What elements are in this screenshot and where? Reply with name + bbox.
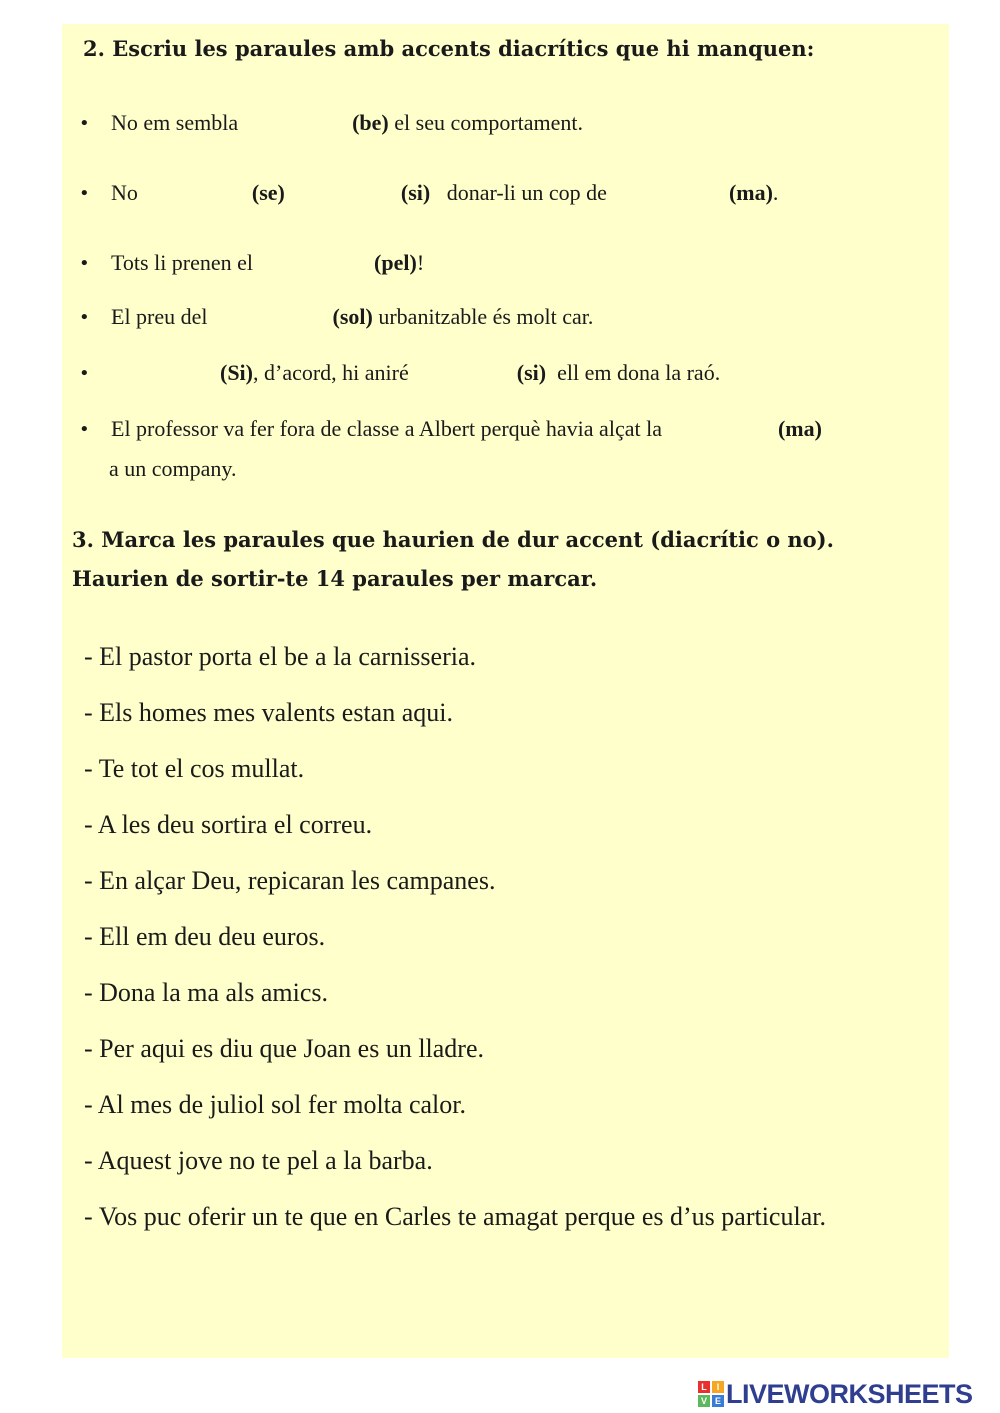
- answer-input-sol[interactable]: [208, 306, 333, 332]
- logo-letter: V: [698, 1395, 710, 1407]
- answer-input-be[interactable]: [238, 112, 352, 138]
- sentence[interactable]: - Per aqui es diu que Joan es un lladre.: [84, 1034, 485, 1063]
- exercise-2-item-2: [111, 180, 778, 208]
- item-text: urbanitzable és molt car.: [378, 304, 594, 329]
- answer-input-pel[interactable]: [253, 252, 374, 278]
- bullet-icon: •: [79, 363, 90, 384]
- hint-word: (se): [251, 180, 285, 205]
- bullet-icon: •: [79, 307, 90, 328]
- item-text: !: [416, 250, 425, 275]
- answer-input-si-2[interactable]: [409, 362, 517, 388]
- sentence[interactable]: - Te tot el cos mullat.: [84, 754, 305, 783]
- item-text: .: [772, 180, 779, 205]
- answer-input-ma-2[interactable]: [662, 418, 778, 444]
- hint-word: (Si): [220, 360, 253, 385]
- item-text: Tots li prenen el: [111, 250, 254, 275]
- item-text: No: [111, 180, 138, 205]
- hint-word: (be): [352, 110, 389, 135]
- sentence[interactable]: - Al mes de juliol sol fer molta calor.: [84, 1090, 466, 1119]
- item-text: el seu comportament.: [394, 110, 584, 135]
- answer-input-ma[interactable]: [607, 182, 729, 208]
- hint-word: (sol): [332, 304, 373, 329]
- bullet-icon: •: [79, 253, 90, 274]
- hint-word: (pel): [374, 250, 417, 275]
- hint-word: (si): [400, 180, 431, 205]
- sentence[interactable]: - En alçar Deu, repicaran les campanes.: [84, 866, 496, 895]
- exercise-2-item-6-continuation: a un company.: [109, 456, 237, 481]
- sentence[interactable]: - Els homes mes valents estan aqui.: [84, 698, 453, 727]
- liveworksheets-logo[interactable]: [698, 1378, 994, 1410]
- sentence[interactable]: - Vos puc oferir un te que en Carles te amagat perque es d’us particular.: [84, 1202, 826, 1231]
- exercise-2-title: 2. Escriu les paraules amb accents diacrítics que hi manquen:: [83, 36, 815, 61]
- exercise-3-subtitle: Haurien de sortir-te 14 paraules per marcar.: [72, 566, 598, 591]
- bullet-icon: •: [79, 183, 90, 204]
- item-text: El preu del: [111, 304, 208, 329]
- hint-word: (si): [516, 360, 547, 385]
- brand-name: LIVEWORKSHEETS: [726, 1378, 973, 1409]
- exercise-2-item-3: [111, 250, 424, 278]
- exercise-3-title: 3. Marca les paraules que haurien de dur accent (diacrític o no).: [72, 527, 834, 552]
- answer-input-se[interactable]: [138, 182, 252, 208]
- hint-word: (ma): [728, 180, 773, 205]
- exercise-2-item-5: [111, 360, 720, 388]
- sentence[interactable]: - A les deu sortira el correu.: [84, 810, 373, 839]
- exercise-2-item-6: [111, 416, 822, 444]
- item-text: donar-li un cop de: [446, 180, 607, 205]
- liveworksheets-logo-icon: [698, 1381, 724, 1407]
- exercise-2-item-1: [111, 110, 583, 138]
- sentence[interactable]: - Ell em deu deu euros.: [84, 922, 326, 951]
- bullet-icon: •: [79, 113, 90, 134]
- exercise-2-item-4: [111, 304, 593, 332]
- item-text: El professor va fer fora de classe a Albert perquè havia alçat la: [111, 416, 662, 441]
- sentence[interactable]: - Dona la ma als amics.: [84, 978, 329, 1007]
- answer-input-si[interactable]: [285, 182, 401, 208]
- bullet-icon: •: [79, 419, 90, 440]
- logo-letter: I: [712, 1381, 724, 1393]
- item-text: ell em dona la raó.: [557, 360, 721, 385]
- sentence[interactable]: - Aquest jove no te pel a la barba.: [84, 1146, 433, 1175]
- item-text: , d’acord, hi aniré: [253, 360, 409, 385]
- logo-letter: E: [712, 1395, 724, 1407]
- answer-input-si-capital[interactable]: [111, 362, 220, 388]
- hint-word: (ma): [777, 416, 822, 441]
- sentence[interactable]: - El pastor porta el be a la carnisseria.: [84, 642, 476, 671]
- logo-letter: L: [698, 1381, 710, 1393]
- item-text: No em sembla: [111, 110, 239, 135]
